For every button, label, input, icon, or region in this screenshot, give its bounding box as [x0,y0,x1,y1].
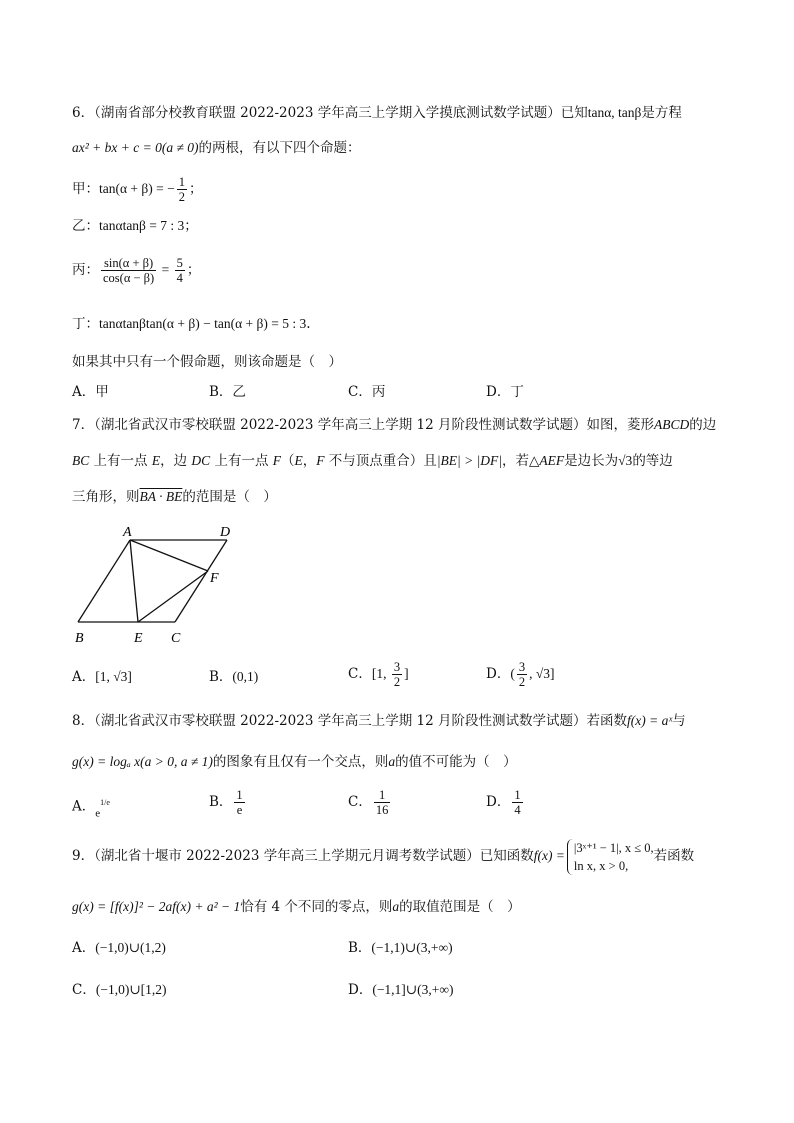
q9-option-a[interactable]: A．(−1,0)∪(1,2) [72,940,166,956]
q8-stem-line2: g(x) = logₐ x(a > 0, a ≠ 1)的图象有且仅有一个交点，则a的值不可能为（ ） [72,754,517,770]
segment-af [130,540,208,571]
q8-stem-line1: 8．（湖北省武汉市零校联盟 2022-2023 学年高三上学期 12 月阶段性测试数学试题）若函数f(x) = aˣ与 [72,713,686,729]
edge-dc [175,540,227,622]
q6-ding-label: 丁： [72,316,99,332]
label-c: C [171,631,181,646]
q6-jia-fraction: $\frac{1}{2}$ [178,175,186,204]
q9-piecewise: |3ˣ⁺¹ − 1|, x ≤ 0, ln x, x > 0, [567,839,654,875]
q7-option-d[interactable]: D．( $\frac{3}{2}$ , √3] [486,660,555,689]
q6-option-a[interactable]: A．甲 [72,384,109,400]
q7-option-c[interactable]: C．[1, $\frac{3}{2}$ ] [348,660,409,689]
q7-stem-line3: 三角形，则BA · BE的范围是（ ） [72,489,277,505]
q6-statement-yi: 乙：tanαtanβ = 7 : 3； [72,218,198,234]
q7-option-a[interactable]: A．[1, √3] [72,669,132,685]
label-d: D [220,525,231,540]
q7-stem-line2: BC 上有一点 E，边 DC 上有一点 F（E，F 不与顶点重合）且|BE| > |DF|，若△AEF是边长为√3的等边 [72,453,673,469]
q8-option-b[interactable]: B． $\frac{1}{e}$ [209,788,243,817]
q6-equation: ax² + bx + c = 0(a ≠ 0) [72,140,199,155]
q6-option-d[interactable]: D．丁 [486,384,524,400]
label-b: B [75,631,84,646]
q6-question: 如果其中只有一个假命题，则该命题是（ ） [72,354,342,370]
q6-jia-label: 甲： [72,181,99,197]
q6-option-b[interactable]: B．乙 [209,384,246,400]
q9-stem-line1: 9．（湖北省十堰市 2022-2023 学年高三上学期元月调考数学试题）已知函数f(x) = |3ˣ⁺¹ − 1|, x ≤ 0, ln x, x > 0, 若函数 [72,840,695,873]
segment-ef [138,571,208,622]
q6-bing-result: $\frac{5}{4}$ [176,256,183,285]
q6-statement-bing: 丙： $\frac{\sin(\alpha + \beta)}{\cos(\alpha - \beta)}$ = $\frac{5}{4}$ ； [72,256,201,285]
label-e: E [134,631,143,646]
q6-bing-label: 丙： [72,262,99,278]
q7-stem-line1: 7．（湖北省武汉市零校联盟 2022-2023 学年高三上学期 12 月阶段性测试数学试题）如图，菱形ABCD的边 [72,417,717,433]
q6-statement-ding: 丁：tanαtanβtan(α + β) − tan(α + β) = 5 : 3. [72,316,311,332]
rhombus-figure [70,522,255,650]
q6-option-c[interactable]: C．丙 [348,384,386,400]
q6-bing-fraction: $\frac{\sin(\alpha + \beta)}{\cos(\alpha - \beta)}$ [103,256,155,285]
q9-option-b[interactable]: B．(−1,1)∪(3,+∞) [348,940,453,956]
label-a: A [123,525,132,540]
q9-stem-line2: g(x) = [f(x)]² − 2af(x) + a² − 1恰有 4 个不同的零点，则a的取值范围是（ ） [72,899,521,915]
segment-ae [130,540,138,622]
q6-stem-line2-text: 的两根，有以下四个命题： [198,140,361,156]
q6-yi-expr: tanαtanβ = 7 : 3 [99,218,185,233]
q6-stem-line1 [72,103,682,123]
q6-ding-expr: tanαtanβtan(α + β) − tan(α + β) = 5 : 3 [99,316,307,331]
q8-option-a[interactable]: A．$_e^{1/e}$ [72,798,110,820]
q8-option-c[interactable]: C． $\frac{1}{16}$ [348,788,389,817]
q7-option-b[interactable]: B．(0,1) [209,669,259,685]
q6-stem-tail: 是方程 [641,105,682,121]
q6-stem-math: tanα, tanβ [587,105,642,120]
q8-option-d[interactable]: D． $\frac{1}{4}$ [486,788,521,817]
q6-stem-line2 [72,138,361,158]
q7-vector-product: BA · BE [139,489,183,504]
edge-ba [78,540,130,622]
q9-option-d[interactable]: D．(−1,1]∪(3,+∞) [348,982,454,998]
q6-stem-text: 6．（湖南省部分校教育联盟 2022-2023 学年高三上学期入学摸底测试数学试题）已知 [72,105,588,121]
q6-statement-jia: 甲：tan(α + β) = − $\frac{1}{2}$ ； [72,175,203,204]
q6-yi-label: 乙： [72,218,99,234]
q9-option-c[interactable]: C．(−1,0)∪[1,2) [72,982,167,998]
label-f: F [210,571,219,586]
q6-jia-expr: tan(α + β) = − [99,181,175,196]
